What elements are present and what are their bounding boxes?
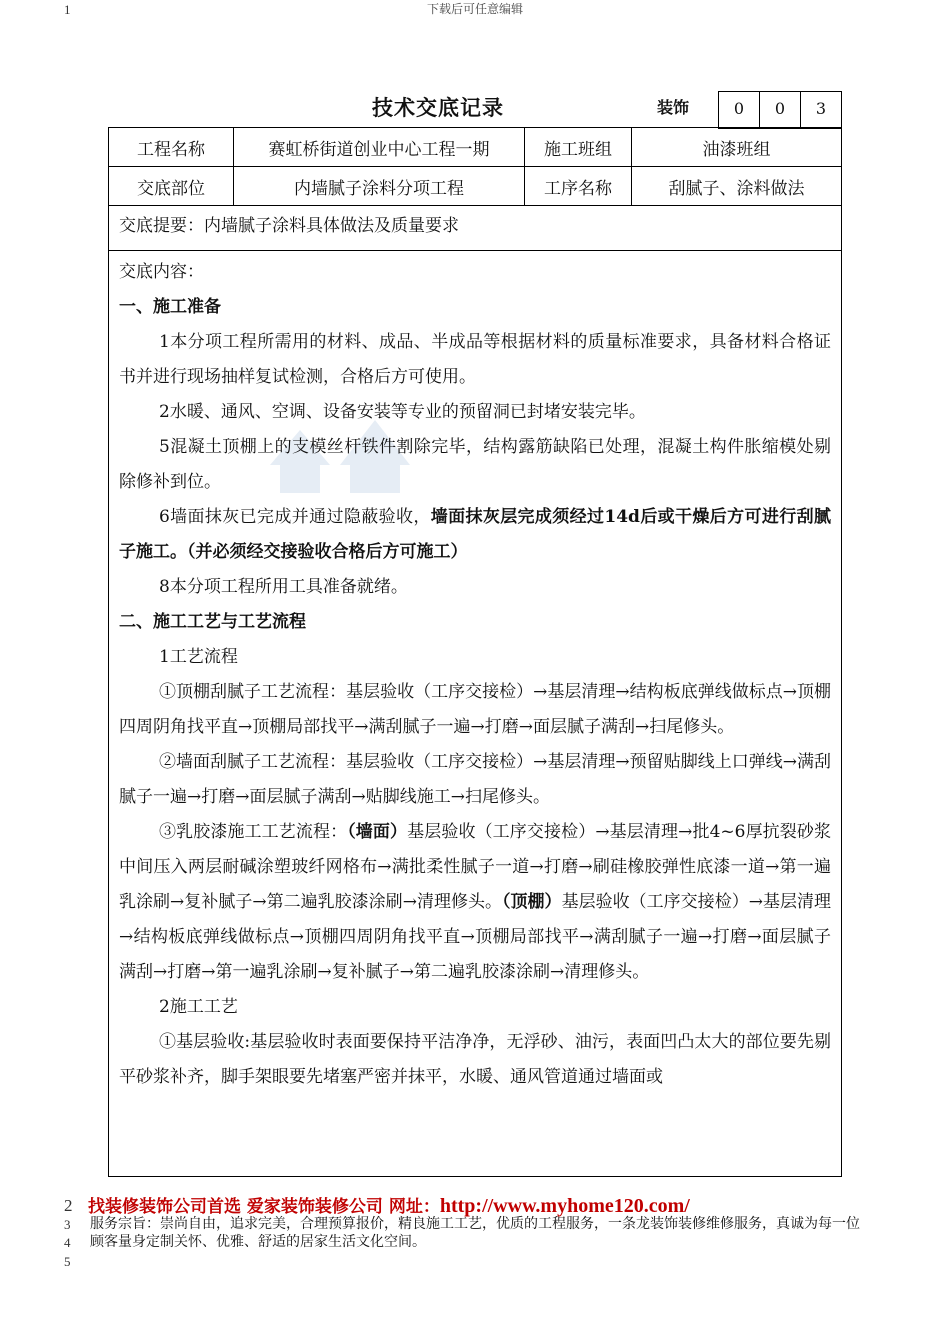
ad-url-link[interactable]: http://www.myhome120.com/: [439, 1195, 690, 1217]
ad-text: 找装修装饰公司首选 爱家装饰装修公司 网址：: [88, 1197, 440, 1217]
category-label: 装饰: [657, 98, 690, 117]
project-label: 工程名称: [109, 128, 234, 167]
part-label: 交底部位: [109, 167, 234, 206]
paragraph: 1本分项工程所需用的材料、成品、半成品等根据材料的质量标准要求，具备材料合格证书并进行现场抽样复试检测，合格后方可使用。: [119, 332, 831, 387]
text-run: 6墙面抹灰已完成并通过隐蔽验收，: [159, 507, 431, 527]
footer-tagline: 服务宗旨：崇尚自由，追求完美，合理预算报价，精良施工工艺，优质的工程服务，一条龙装饰装修维修服务，真诚为每一位顾客量身定制关怀、优雅、舒适的居家生活文化空间。: [90, 1216, 860, 1250]
emphasis-text: （顶棚）: [502, 892, 562, 912]
content-section: [108, 251, 842, 1177]
paragraph: 2水暖、通风、空调、设备安装等专业的预留洞已封堵安装完毕。: [159, 402, 646, 422]
paragraph: ①顶棚刮腻子工艺流程：基层验收（工序交接检）→基层清理→结构板底弹线做标点→顶棚四周阴角找平直→顶棚局部找平→满刮腻子一遍→打磨→面层腻子满刮→扫尾修头。: [119, 682, 831, 737]
document-code: [718, 91, 842, 129]
code-digit: 3: [801, 92, 842, 128]
process-label: 工序名称: [525, 167, 632, 206]
team-label: 施工班组: [525, 128, 632, 167]
line-number: 5: [64, 1254, 71, 1269]
paragraph: [119, 815, 831, 990]
section-heading: 一、施工准备: [119, 297, 221, 317]
text-run: 基层验收（工序交接检）→基层清理→结构板底弹线做标点→顶棚四周阴角找平直→顶棚局部找平→满刮腻子一遍→打磨→面层腻子满刮→打磨→第一遍乳涂刷→复补腻子→第二遍乳胶漆涂刷→清理修头。: [119, 892, 832, 982]
section-heading: 二、施工工艺与工艺流程: [119, 612, 306, 632]
document-title: 技术交底记录: [372, 95, 504, 120]
team-value: 油漆班组: [632, 128, 842, 167]
content-label: 交底内容：: [119, 262, 204, 282]
paragraph: ①基层验收:基层验收时表面要保持平洁净净，无浮砂、油污，表面凹凸太大的部位要先剔平砂浆补齐，脚手架眼要先堵塞严密并抹平，水暖、通风管道通过墙面或: [119, 1032, 831, 1087]
process-value: 刮腻子、涂料做法: [632, 167, 842, 206]
code-digit: 0: [760, 92, 801, 128]
line-number: 3: [64, 1217, 71, 1232]
emphasis-text: 墙面抹灰层完成须经过14d后或干燥后方可进行刮腻子施工。（并必须经交接验收合格后方可施工）: [119, 507, 831, 562]
line-number: 4: [64, 1235, 71, 1250]
info-table: [108, 127, 842, 206]
emphasis-text: （墙面）: [347, 822, 408, 842]
text-run: 基层验收（工序交接检）→基层清理→批4~6厚抗裂砂浆中间压入两层耐碱涂塑玻纤网格布→满批柔性腻子一道→打磨→刷硅橡胶弹性底漆一道→第一遍乳涂刷→复补腻子→第二遍乳胶漆涂刷→清理修头。: [119, 822, 832, 912]
brief-summary: 交底提要：内墙腻子涂料具体做法及质量要求: [108, 205, 842, 251]
text-run: ③乳胶漆施工工艺流程：: [159, 822, 348, 842]
paragraph: ②墙面刮腻子工艺流程：基层验收（工序交接检）→基层清理→预留贴脚线上口弹线→满刮腻子一遍→打磨→面层腻子满刮→贴脚线施工→扫尾修头。: [119, 752, 831, 807]
code-digit: 0: [719, 92, 760, 128]
paragraph: [119, 500, 831, 570]
project-value: 赛虹桥街道创业中心工程一期: [234, 128, 525, 167]
line-number: 1: [64, 2, 71, 17]
subheading: 2施工工艺: [159, 997, 238, 1017]
header-note: 下载后可任意编辑: [426, 2, 523, 16]
paragraph: 8本分项工程所用工具准备就绪。: [159, 577, 408, 597]
paragraph: 5混凝土顶棚上的支模丝杆铁件割除完毕，结构露筋缺陷已处理，混凝土构件胀缩模处剔除修补到位。: [119, 437, 831, 492]
part-value: 内墙腻子涂料分项工程: [234, 167, 525, 206]
line-number: 2: [64, 1196, 73, 1215]
subheading: 1工艺流程: [159, 647, 238, 667]
